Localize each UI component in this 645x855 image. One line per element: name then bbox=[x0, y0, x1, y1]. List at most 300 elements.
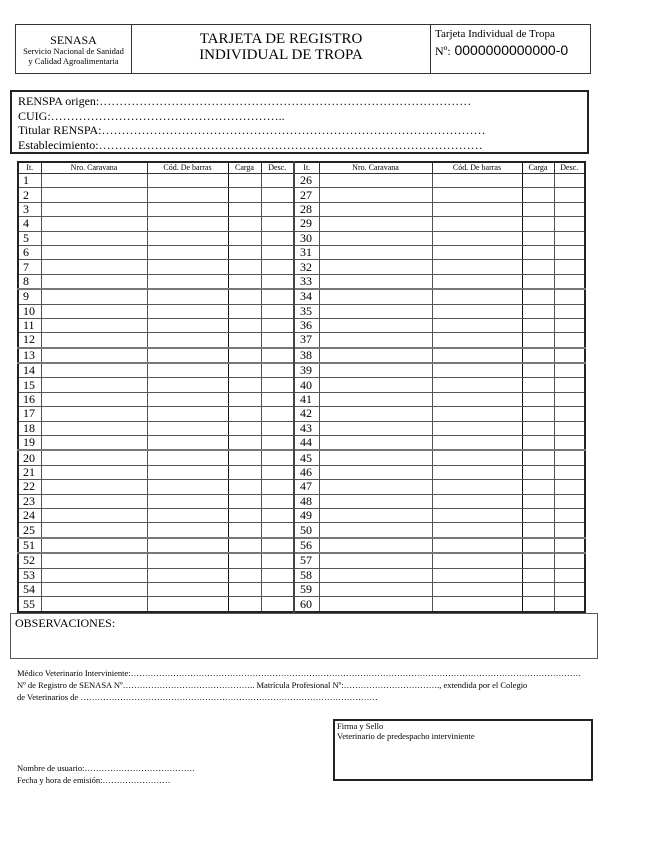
codigo-barras-cell[interactable] bbox=[432, 523, 522, 538]
caravana-cell[interactable] bbox=[41, 289, 147, 304]
codigo-barras-cell[interactable] bbox=[147, 202, 228, 216]
caravana-cell[interactable] bbox=[319, 304, 432, 318]
form-title-line-1: TARJETA DE REGISTRO bbox=[199, 31, 363, 47]
carga-cell[interactable] bbox=[522, 597, 554, 612]
codigo-barras-cell[interactable] bbox=[147, 494, 228, 508]
carga-cell[interactable] bbox=[228, 465, 261, 479]
codigo-barras-cell[interactable] bbox=[432, 508, 522, 522]
carga-cell[interactable] bbox=[522, 188, 554, 202]
desc-cell[interactable] bbox=[261, 274, 294, 289]
carga-cell[interactable] bbox=[522, 582, 554, 596]
codigo-barras-cell[interactable] bbox=[432, 421, 522, 435]
carga-cell[interactable] bbox=[228, 407, 261, 421]
codigo-barras-cell[interactable] bbox=[432, 582, 522, 596]
codigo-barras-cell[interactable] bbox=[432, 363, 522, 378]
codigo-barras-cell[interactable] bbox=[147, 260, 228, 274]
caravana-cell[interactable] bbox=[319, 523, 432, 538]
carga-cell[interactable] bbox=[228, 378, 261, 392]
codigo-barras-cell[interactable] bbox=[432, 480, 522, 494]
codigo-barras-cell[interactable] bbox=[432, 245, 522, 259]
codigo-barras-cell[interactable] bbox=[147, 217, 228, 231]
desc-cell[interactable] bbox=[554, 217, 585, 231]
codigo-barras-cell[interactable] bbox=[432, 553, 522, 568]
carga-cell[interactable] bbox=[228, 553, 261, 568]
desc-cell[interactable] bbox=[261, 289, 294, 304]
row-item-number: 45 bbox=[294, 450, 319, 465]
renspa-origen-field[interactable]: RENSPA origen:………………………………………………………………………………… bbox=[18, 94, 472, 108]
row-item-number: 15 bbox=[18, 378, 41, 392]
codigo-barras-cell[interactable] bbox=[147, 582, 228, 596]
desc-cell[interactable] bbox=[554, 538, 585, 553]
carga-cell[interactable] bbox=[522, 494, 554, 508]
codigo-barras-cell[interactable] bbox=[147, 363, 228, 378]
desc-cell[interactable] bbox=[554, 465, 585, 479]
desc-cell[interactable] bbox=[554, 568, 585, 582]
table-row bbox=[18, 188, 585, 202]
desc-cell[interactable] bbox=[261, 318, 294, 332]
codigo-barras-cell[interactable] bbox=[432, 407, 522, 421]
row-item-number: 49 bbox=[294, 508, 319, 522]
carga-cell[interactable] bbox=[228, 597, 261, 612]
table-row bbox=[18, 174, 585, 188]
row-item-number: 27 bbox=[294, 188, 319, 202]
desc-cell[interactable] bbox=[554, 202, 585, 216]
caravana-cell[interactable] bbox=[41, 363, 147, 378]
desc-cell[interactable] bbox=[261, 363, 294, 378]
caravana-cell[interactable] bbox=[319, 174, 432, 188]
caravana-cell[interactable] bbox=[41, 348, 147, 363]
codigo-barras-cell[interactable] bbox=[432, 333, 522, 348]
codigo-barras-cell[interactable] bbox=[147, 174, 228, 188]
carga-cell[interactable] bbox=[228, 202, 261, 216]
carga-cell[interactable] bbox=[522, 231, 554, 245]
carga-cell[interactable] bbox=[522, 378, 554, 392]
carga-cell[interactable] bbox=[522, 245, 554, 259]
carga-cell[interactable] bbox=[228, 523, 261, 538]
codigo-barras-cell[interactable] bbox=[432, 304, 522, 318]
carga-cell[interactable] bbox=[228, 245, 261, 259]
caravana-cell[interactable] bbox=[41, 407, 147, 421]
desc-cell[interactable] bbox=[261, 378, 294, 392]
desc-cell[interactable] bbox=[554, 553, 585, 568]
carga-cell[interactable] bbox=[522, 421, 554, 435]
carga-cell[interactable] bbox=[228, 304, 261, 318]
codigo-barras-cell[interactable] bbox=[147, 289, 228, 304]
desc-cell[interactable] bbox=[261, 260, 294, 274]
carga-cell[interactable] bbox=[522, 333, 554, 348]
desc-cell[interactable] bbox=[554, 508, 585, 522]
table-row bbox=[18, 523, 585, 538]
carga-cell[interactable] bbox=[228, 289, 261, 304]
carga-cell[interactable] bbox=[522, 217, 554, 231]
desc-cell[interactable] bbox=[554, 260, 585, 274]
signature-sublabel: Veterinario de predespacho interviniente bbox=[337, 731, 475, 741]
organization-subtitle-1: Servicio Nacional de Sanidad bbox=[23, 46, 124, 56]
desc-cell[interactable] bbox=[261, 174, 294, 188]
caravana-cell[interactable] bbox=[319, 421, 432, 435]
codigo-barras-cell[interactable] bbox=[147, 231, 228, 245]
codigo-barras-cell[interactable] bbox=[432, 568, 522, 582]
carga-cell[interactable] bbox=[228, 333, 261, 348]
caravana-cell[interactable] bbox=[319, 378, 432, 392]
codigo-barras-cell[interactable] bbox=[432, 217, 522, 231]
desc-cell[interactable] bbox=[261, 538, 294, 553]
carga-cell[interactable] bbox=[228, 260, 261, 274]
desc-cell[interactable] bbox=[554, 289, 585, 304]
caravana-cell[interactable] bbox=[319, 363, 432, 378]
table-row bbox=[18, 304, 585, 318]
carga-cell[interactable] bbox=[228, 508, 261, 522]
carga-cell[interactable] bbox=[522, 274, 554, 289]
codigo-barras-cell[interactable] bbox=[432, 494, 522, 508]
table-row bbox=[18, 231, 585, 245]
carga-cell[interactable] bbox=[522, 363, 554, 378]
row-item-number: 56 bbox=[294, 538, 319, 553]
carga-cell[interactable] bbox=[228, 363, 261, 378]
caravana-cell[interactable] bbox=[41, 508, 147, 522]
codigo-barras-cell[interactable] bbox=[147, 508, 228, 522]
caravana-cell[interactable] bbox=[319, 538, 432, 553]
desc-cell[interactable] bbox=[554, 363, 585, 378]
row-item-number: 46 bbox=[294, 465, 319, 479]
caravana-cell[interactable] bbox=[41, 568, 147, 582]
desc-cell[interactable] bbox=[554, 494, 585, 508]
caravana-cell[interactable] bbox=[319, 392, 432, 406]
carga-cell[interactable] bbox=[228, 421, 261, 435]
desc-cell[interactable] bbox=[554, 274, 585, 289]
desc-cell[interactable] bbox=[554, 392, 585, 406]
caravana-cell[interactable] bbox=[41, 188, 147, 202]
desc-cell[interactable] bbox=[554, 348, 585, 363]
caravana-cell[interactable] bbox=[41, 436, 147, 451]
desc-cell[interactable] bbox=[554, 523, 585, 538]
nombre-usuario-field[interactable]: Nombre de usuario:………………………………… bbox=[17, 763, 196, 773]
carga-cell[interactable] bbox=[522, 568, 554, 582]
carga-cell[interactable] bbox=[228, 188, 261, 202]
desc-cell[interactable] bbox=[261, 421, 294, 435]
codigo-barras-cell[interactable] bbox=[147, 465, 228, 479]
codigo-barras-cell[interactable] bbox=[147, 436, 228, 451]
signature-box[interactable] bbox=[333, 719, 593, 781]
row-item-number: 54 bbox=[18, 582, 41, 596]
codigo-barras-cell[interactable] bbox=[147, 348, 228, 363]
card-label: Tarjeta Individual de Tropa bbox=[435, 28, 555, 40]
row-item-number: 3 bbox=[18, 202, 41, 216]
carga-cell[interactable] bbox=[522, 480, 554, 494]
row-item-number: 4 bbox=[18, 217, 41, 231]
signature-label: Firma y Sello bbox=[337, 721, 384, 731]
desc-cell[interactable] bbox=[554, 318, 585, 332]
codigo-barras-cell[interactable] bbox=[432, 348, 522, 363]
desc-cell[interactable] bbox=[261, 245, 294, 259]
carga-cell[interactable] bbox=[522, 407, 554, 421]
table-header-row bbox=[18, 162, 585, 174]
caravana-cell[interactable] bbox=[319, 188, 432, 202]
codigo-barras-cell[interactable] bbox=[147, 392, 228, 406]
carga-cell[interactable] bbox=[228, 318, 261, 332]
codigo-barras-cell[interactable] bbox=[432, 188, 522, 202]
codigo-barras-cell[interactable] bbox=[147, 333, 228, 348]
carga-cell[interactable] bbox=[522, 465, 554, 479]
caravana-cell[interactable] bbox=[319, 450, 432, 465]
caravana-cell[interactable] bbox=[319, 407, 432, 421]
desc-cell[interactable] bbox=[261, 582, 294, 596]
row-item-number: 25 bbox=[18, 523, 41, 538]
row-item-number: 44 bbox=[294, 436, 319, 451]
card-number-block bbox=[431, 25, 590, 73]
codigo-barras-cell[interactable] bbox=[432, 289, 522, 304]
desc-cell[interactable] bbox=[554, 421, 585, 435]
title-block bbox=[132, 25, 431, 73]
codigo-barras-cell[interactable] bbox=[147, 318, 228, 332]
desc-cell[interactable] bbox=[554, 245, 585, 259]
codigo-barras-cell[interactable] bbox=[432, 231, 522, 245]
caravana-cell[interactable] bbox=[319, 465, 432, 479]
carga-cell[interactable] bbox=[228, 582, 261, 596]
caravana-cell[interactable] bbox=[41, 174, 147, 188]
row-item-number: 53 bbox=[18, 568, 41, 582]
caravana-cell[interactable] bbox=[319, 553, 432, 568]
carga-cell[interactable] bbox=[522, 348, 554, 363]
col-header-caravana: Nro. Caravana bbox=[41, 162, 147, 174]
carga-cell[interactable] bbox=[228, 392, 261, 406]
desc-cell[interactable] bbox=[554, 436, 585, 451]
caravana-cell[interactable] bbox=[319, 480, 432, 494]
codigo-barras-cell[interactable] bbox=[432, 392, 522, 406]
codigo-barras-cell[interactable] bbox=[147, 597, 228, 612]
desc-cell[interactable] bbox=[261, 407, 294, 421]
desc-cell[interactable] bbox=[554, 378, 585, 392]
desc-cell[interactable] bbox=[554, 480, 585, 494]
desc-cell[interactable] bbox=[554, 174, 585, 188]
codigo-barras-cell[interactable] bbox=[147, 568, 228, 582]
carga-cell[interactable] bbox=[522, 538, 554, 553]
caravana-cell[interactable] bbox=[41, 217, 147, 231]
caravana-cell[interactable] bbox=[41, 480, 147, 494]
caravana-cell[interactable] bbox=[319, 508, 432, 522]
caravana-cell[interactable] bbox=[319, 568, 432, 582]
caravana-cell[interactable] bbox=[319, 260, 432, 274]
carga-cell[interactable] bbox=[228, 538, 261, 553]
carga-cell[interactable] bbox=[522, 318, 554, 332]
desc-cell[interactable] bbox=[261, 465, 294, 479]
desc-cell[interactable] bbox=[261, 597, 294, 612]
caravana-cell[interactable] bbox=[319, 333, 432, 348]
caravana-cell[interactable] bbox=[41, 304, 147, 318]
fecha-emision-field[interactable]: Fecha y hora de emisión:…………………… bbox=[17, 775, 171, 785]
codigo-barras-cell[interactable] bbox=[147, 523, 228, 538]
desc-cell[interactable] bbox=[261, 217, 294, 231]
caravana-cell[interactable] bbox=[41, 450, 147, 465]
desc-cell[interactable] bbox=[261, 304, 294, 318]
desc-cell[interactable] bbox=[261, 480, 294, 494]
caravana-cell[interactable] bbox=[41, 597, 147, 612]
desc-cell[interactable] bbox=[261, 450, 294, 465]
carga-cell[interactable] bbox=[522, 436, 554, 451]
desc-cell[interactable] bbox=[554, 333, 585, 348]
row-item-number: 55 bbox=[18, 597, 41, 612]
carga-cell[interactable] bbox=[522, 260, 554, 274]
caravana-cell[interactable] bbox=[41, 245, 147, 259]
codigo-barras-cell[interactable] bbox=[432, 436, 522, 451]
desc-cell[interactable] bbox=[261, 202, 294, 216]
caravana-cell[interactable] bbox=[41, 260, 147, 274]
carga-cell[interactable] bbox=[522, 553, 554, 568]
carga-cell[interactable] bbox=[522, 523, 554, 538]
desc-cell[interactable] bbox=[554, 407, 585, 421]
caravana-cell[interactable] bbox=[41, 318, 147, 332]
desc-cell[interactable] bbox=[554, 582, 585, 596]
row-item-number: 31 bbox=[294, 245, 319, 259]
row-item-number: 41 bbox=[294, 392, 319, 406]
caravana-cell[interactable] bbox=[319, 202, 432, 216]
codigo-barras-cell[interactable] bbox=[432, 450, 522, 465]
codigo-barras-cell[interactable] bbox=[147, 274, 228, 289]
caravana-cell[interactable] bbox=[41, 523, 147, 538]
caravana-cell[interactable] bbox=[41, 494, 147, 508]
carga-cell[interactable] bbox=[228, 450, 261, 465]
caravana-cell[interactable] bbox=[319, 436, 432, 451]
desc-cell[interactable] bbox=[261, 392, 294, 406]
desc-cell[interactable] bbox=[261, 494, 294, 508]
codigo-barras-cell[interactable] bbox=[147, 304, 228, 318]
colegio-veterinarios-field[interactable]: de Veterinarios de …………………………………………………………………………………………… bbox=[17, 692, 378, 702]
desc-cell[interactable] bbox=[554, 231, 585, 245]
caravana-cell[interactable] bbox=[319, 245, 432, 259]
card-number-prefix: Nº: bbox=[435, 44, 451, 58]
codigo-barras-cell[interactable] bbox=[147, 553, 228, 568]
establecimiento-field[interactable]: Establecimiento:…………………………………………………………………………………… bbox=[18, 137, 483, 152]
carga-cell[interactable] bbox=[228, 348, 261, 363]
col-header-item: It. bbox=[294, 162, 319, 174]
titular-renspa-field[interactable]: Titular RENSPA:…………………………………………………………………………………… bbox=[18, 123, 486, 137]
row-item-number: 28 bbox=[294, 202, 319, 216]
codigo-barras-cell[interactable] bbox=[147, 188, 228, 202]
row-item-number: 5 bbox=[18, 231, 41, 245]
carga-cell[interactable] bbox=[228, 217, 261, 231]
registro-matricula-field[interactable]: Nº de Registro de SENASA Nº……………………………………….. Matrícula Profesional Nº:……………………………., extendida por el Colegio bbox=[17, 680, 528, 690]
carga-cell[interactable] bbox=[522, 392, 554, 406]
caravana-cell[interactable] bbox=[41, 333, 147, 348]
desc-cell[interactable] bbox=[261, 568, 294, 582]
row-item-number: 58 bbox=[294, 568, 319, 582]
desc-cell[interactable] bbox=[554, 450, 585, 465]
caravana-cell[interactable] bbox=[41, 392, 147, 406]
table-row bbox=[18, 217, 585, 231]
carga-cell[interactable] bbox=[522, 289, 554, 304]
form-title-line-2: INDIVIDUAL DE TROPA bbox=[199, 47, 363, 63]
row-item-number: 17 bbox=[18, 407, 41, 421]
row-item-number: 60 bbox=[294, 597, 319, 612]
codigo-barras-cell[interactable] bbox=[147, 450, 228, 465]
codigo-barras-cell[interactable] bbox=[147, 538, 228, 553]
codigo-barras-cell[interactable] bbox=[147, 407, 228, 421]
desc-cell[interactable] bbox=[261, 508, 294, 522]
medico-veterinario-field[interactable]: Médico Veterinario Interviniente:…………………………………………………………………………………………………………………………………………… bbox=[17, 668, 582, 678]
caravana-cell[interactable] bbox=[319, 217, 432, 231]
row-item-number: 42 bbox=[294, 407, 319, 421]
carga-cell[interactable] bbox=[522, 508, 554, 522]
row-item-number: 13 bbox=[18, 348, 41, 363]
caravana-cell[interactable] bbox=[319, 274, 432, 289]
codigo-barras-cell[interactable] bbox=[432, 174, 522, 188]
codigo-barras-cell[interactable] bbox=[432, 465, 522, 479]
codigo-barras-cell[interactable] bbox=[432, 260, 522, 274]
caravana-cell[interactable] bbox=[41, 538, 147, 553]
table-row bbox=[18, 465, 585, 479]
cuig-field[interactable]: CUIG:………………………………………………….. bbox=[18, 108, 285, 123]
row-item-number: 59 bbox=[294, 582, 319, 596]
carga-cell[interactable] bbox=[522, 304, 554, 318]
caravana-cell[interactable] bbox=[41, 465, 147, 479]
caravana-cell[interactable] bbox=[41, 553, 147, 568]
codigo-barras-cell[interactable] bbox=[432, 378, 522, 392]
carga-cell[interactable] bbox=[228, 480, 261, 494]
carga-cell[interactable] bbox=[522, 174, 554, 188]
caravana-cell[interactable] bbox=[41, 231, 147, 245]
caravana-cell[interactable] bbox=[41, 421, 147, 435]
desc-cell[interactable] bbox=[261, 188, 294, 202]
codigo-barras-cell[interactable] bbox=[147, 421, 228, 435]
caravana-cell[interactable] bbox=[41, 582, 147, 596]
carga-cell[interactable] bbox=[522, 202, 554, 216]
carga-cell[interactable] bbox=[228, 568, 261, 582]
caravana-cell[interactable] bbox=[319, 582, 432, 596]
caravana-cell[interactable] bbox=[319, 348, 432, 363]
codigo-barras-cell[interactable] bbox=[432, 538, 522, 553]
form-header bbox=[15, 24, 591, 74]
desc-cell[interactable] bbox=[261, 436, 294, 451]
caravana-cell[interactable] bbox=[41, 274, 147, 289]
codigo-barras-cell[interactable] bbox=[147, 245, 228, 259]
observaciones-box[interactable] bbox=[10, 613, 598, 659]
row-item-number: 37 bbox=[294, 333, 319, 348]
caravana-cell[interactable] bbox=[41, 378, 147, 392]
desc-cell[interactable] bbox=[261, 231, 294, 245]
desc-cell[interactable] bbox=[261, 333, 294, 348]
carga-cell[interactable] bbox=[228, 436, 261, 451]
carga-cell[interactable] bbox=[228, 274, 261, 289]
caravana-cell[interactable] bbox=[319, 231, 432, 245]
caravana-cell[interactable] bbox=[319, 318, 432, 332]
caravana-cell[interactable] bbox=[41, 202, 147, 216]
desc-cell[interactable] bbox=[261, 553, 294, 568]
carga-cell[interactable] bbox=[228, 494, 261, 508]
desc-cell[interactable] bbox=[554, 304, 585, 318]
carga-cell[interactable] bbox=[228, 174, 261, 188]
codigo-barras-cell[interactable] bbox=[147, 378, 228, 392]
row-item-number: 30 bbox=[294, 231, 319, 245]
desc-cell[interactable] bbox=[554, 597, 585, 612]
col-header-carga: Carga bbox=[522, 162, 554, 174]
desc-cell[interactable] bbox=[261, 348, 294, 363]
codigo-barras-cell[interactable] bbox=[432, 597, 522, 612]
carga-cell[interactable] bbox=[228, 231, 261, 245]
caravana-cell[interactable] bbox=[319, 494, 432, 508]
caravana-cell[interactable] bbox=[319, 597, 432, 612]
desc-cell[interactable] bbox=[554, 188, 585, 202]
table-body bbox=[18, 174, 585, 612]
caravana-cell[interactable] bbox=[319, 289, 432, 304]
codigo-barras-cell[interactable] bbox=[432, 202, 522, 216]
card-number-line bbox=[435, 42, 590, 59]
codigo-barras-cell[interactable] bbox=[432, 274, 522, 289]
codigo-barras-cell[interactable] bbox=[432, 318, 522, 332]
codigo-barras-cell[interactable] bbox=[147, 480, 228, 494]
carga-cell[interactable] bbox=[522, 450, 554, 465]
desc-cell[interactable] bbox=[261, 523, 294, 538]
organization-name: SENASA bbox=[50, 33, 97, 47]
